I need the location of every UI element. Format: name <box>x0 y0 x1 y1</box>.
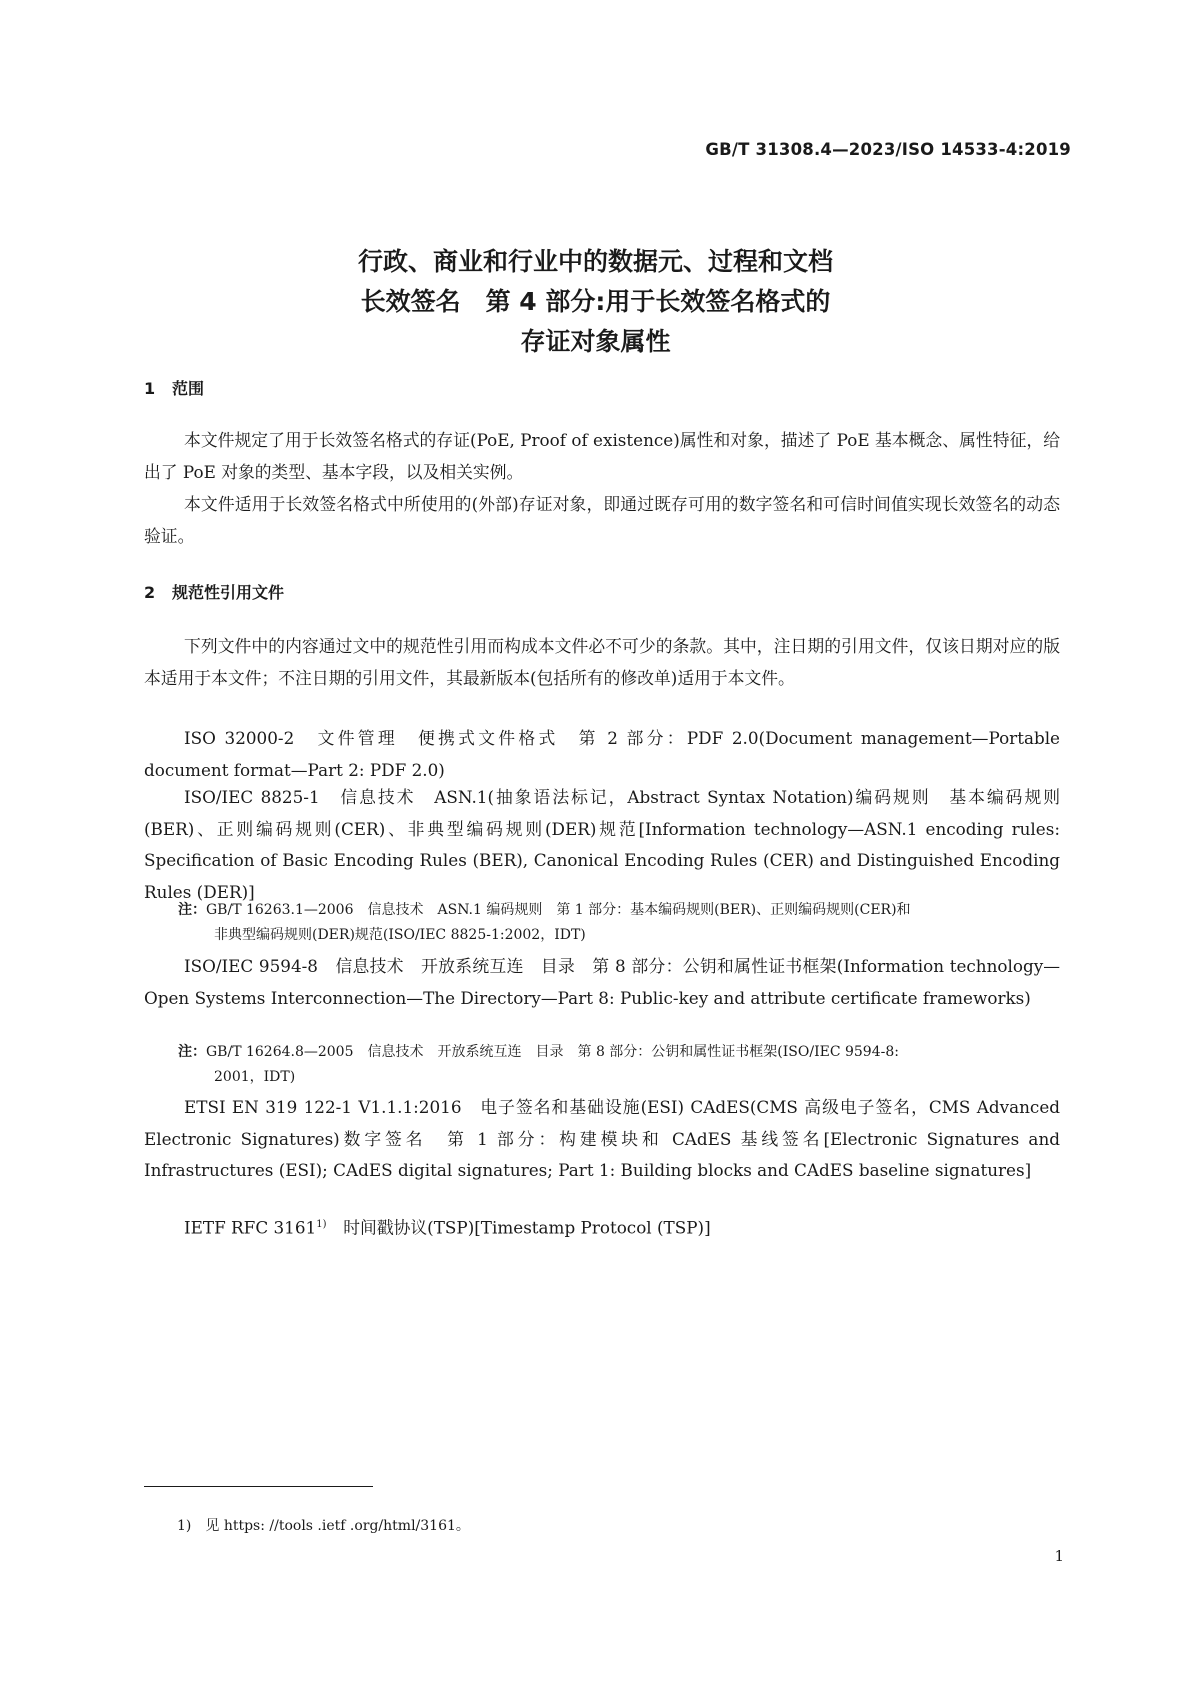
reference-etsi-en-319-122-1: ETSI EN 319 122-1 V1.1.1:2016 电子签名和基础设施(ESI) CAdES(CMS 高级电子签名，CMS Advanced Electronic Signatures)数字签名 第 1 部分：构建模块和 CAdES 基线签名[Electronic Signatures and Infrastructures (ESI); CAdES digital signatures; Part 1: Building blocks and CAdES baseline signatures] <box>144 1097 1060 1180</box>
reference-iso-iec-9594-8: ISO/IEC 9594-8 信息技术 开放系统互连 目录 第 8 部分：公钥和属性证书框架(Information technology—Open Systems Interconnection—The Directory—Part 8: Public-key and attribute certificate frameworks) <box>144 956 1060 1008</box>
note-2-line-1: GB/T 16264.8—2005 信息技术 开放系统互连 目录 第 8 部分：公钥和属性证书框架(ISO/IEC 9594-8: <box>206 1044 899 1060</box>
reference-iso-32000-2: ISO 32000-2 文件管理 便携式文件格式 第 2 部分：PDF 2.0(Document management—Portable document format—Part 2: PDF 2.0) <box>144 728 1060 780</box>
ref5-title: 时间戳协议(TSP)[Timestamp Protocol (TSP)] <box>326 1217 711 1238</box>
note-1-line-1: GB/T 16263.1—2006 信息技术 ASN.1 编码规则 第 1 部分：基本编码规则(BER)、正则编码规则(CER)和 <box>206 902 911 918</box>
title-line-3: 存证对象属性 <box>520 327 671 356</box>
note-2 <box>178 1040 1060 1090</box>
scope-paragraph-2: 本文件适用于长效签名格式中所使用的(外部)存证对象，即通过既存可用的数字签名和可信时间值实现长效签名的动态验证。 <box>144 494 1060 546</box>
section-1-heading <box>144 376 204 399</box>
note-2-label: 注： <box>178 1044 206 1060</box>
page-number: 1 <box>1054 1547 1064 1565</box>
section-2-title: 规范性引用文件 <box>172 583 285 602</box>
note-1 <box>178 898 1060 948</box>
section-2-number: 2 <box>144 583 156 602</box>
footnote-separator <box>144 1486 373 1487</box>
title-line-2: 长效签名 第 4 部分:用于长效签名格式的 <box>360 287 831 316</box>
document-title <box>0 242 1191 362</box>
scope-paragraph-1: 本文件规定了用于长效签名格式的存证(PoE, Proof of existence)属性和对象，描述了 PoE 基本概念、属性特征，给出了 PoE 对象的类型、基本字段，以及相关实例。 <box>144 430 1060 482</box>
section-1-title: 范围 <box>172 379 205 398</box>
ref5-text: IETF RFC 3161 <box>184 1217 317 1238</box>
standard-id: GB/T 31308.4—2023/ISO 14533-4:2019 <box>705 140 1071 159</box>
section-1-number: 1 <box>144 379 156 398</box>
references-intro: 下列文件中的内容通过文中的规范性引用而构成本文件必不可少的条款。其中，注日期的引用文件，仅该日期对应的版本适用于本文件；不注日期的引用文件，其最新版本(包括所有的修改单)适用于本文件。 <box>144 636 1060 688</box>
reference-ietf-rfc-3161 <box>144 1209 1060 1244</box>
note-1-line-2: 非典型编码规则(DER)规范(ISO/IEC 8825-1:2002，IDT) <box>214 927 586 943</box>
note-1-label: 注： <box>178 902 206 918</box>
section-2-heading <box>144 580 284 603</box>
footnote-marker: 1) <box>316 1219 327 1230</box>
note-2-line-2: 2001，IDT) <box>214 1069 296 1085</box>
reference-iso-iec-8825-1: ISO/IEC 8825-1 信息技术 ASN.1(抽象语法标记，Abstract Syntax Notation)编码规则 基本编码规则(BER)、正则编码规则(CER)、非典型编码规则(DER)规范[Information technology—ASN.1 encoding rules: Specification of Basic Encoding Rules (BER), Canonical Encoding Rules (CER) and Distinguished Encoding Rules (DER)] <box>144 787 1060 902</box>
title-line-1: 行政、商业和行业中的数据元、过程和文档 <box>357 247 833 276</box>
footnote: 1) 见 https: //tools .ietf .org/html/3161。 <box>177 1518 470 1534</box>
